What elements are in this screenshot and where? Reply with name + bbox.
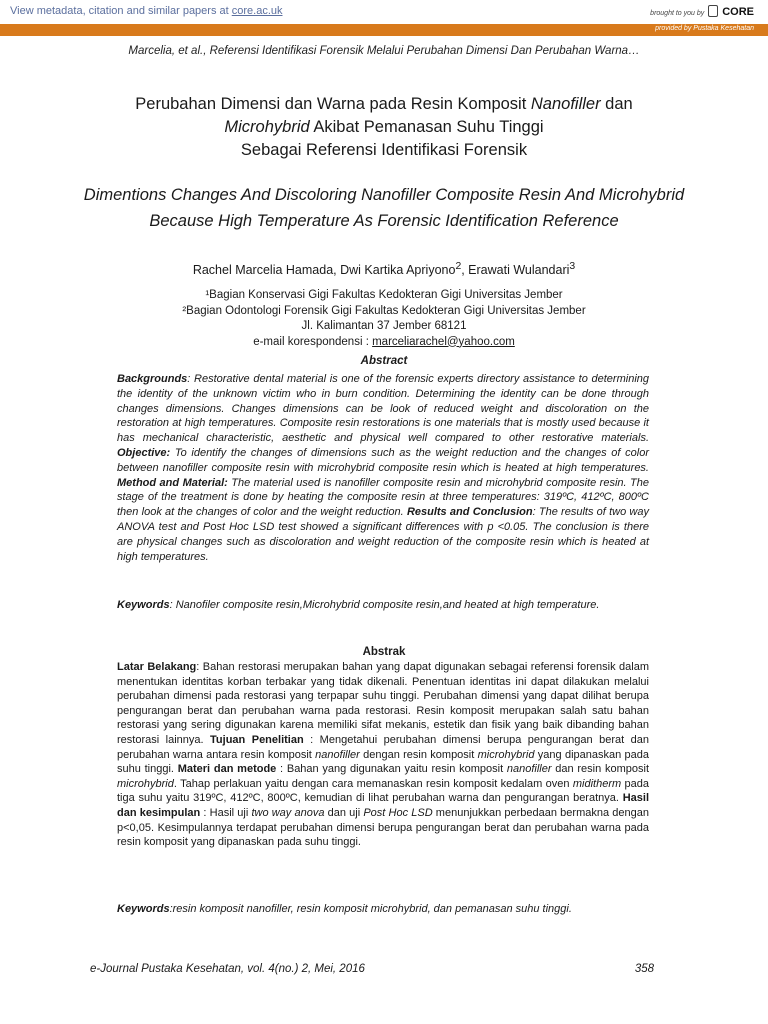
abstrak-materi-text-2: dan resin komposit — [551, 763, 649, 776]
abstract-results-label: Results and Conclusion — [406, 506, 533, 519]
abstrak-materi-text-1: : Bahan yang digunakan yaitu resin komposit — [276, 763, 507, 776]
brought-text: brought to you by — [650, 10, 705, 17]
core-link[interactable]: core.ac.uk — [231, 5, 283, 17]
title-english: Dimentions Changes And Discoloring Nanofiller Composite Resin And Microhybrid Because High Temperature As Forensic Identification Reference — [83, 186, 685, 230]
abstrak-heading: Abstrak — [362, 646, 406, 658]
abstrak-oven: miditherm — [572, 777, 622, 790]
abstract-method-text: The material used is nanofiller composite resin and microhybrid composite resin. The stage of the treatment is done by heating the composite resin at three temperatures: 319ºC, 412ºC, 800ºC then look at the changes of color and the weight reduction. — [117, 476, 649, 519]
abstrak-body — [117, 660, 649, 850]
keywords-english — [117, 598, 649, 613]
title-id-part2: dan — [600, 95, 633, 113]
core-logo-icon — [708, 5, 718, 17]
keywords-en-label: Keywords — [117, 599, 170, 611]
author-names-2: , Erawati Wulandari — [461, 263, 570, 278]
abstract-method-label: Method and Material: — [117, 476, 228, 489]
provider-bar — [0, 24, 768, 36]
provided-text[interactable]: provided by Pustaka Kesehatan — [655, 25, 754, 32]
email-prefix: e-mail korespondensi : — [253, 335, 373, 348]
core-brand[interactable] — [650, 5, 754, 18]
abstrak-nanofiller-1: nanofiller — [315, 748, 360, 761]
keywords-en-text: : Nanofiler composite resin,Microhybrid composite resin,and heated at high temperature. — [169, 599, 600, 611]
title-indonesian — [40, 93, 728, 162]
abstrak-anova: two way anova — [251, 806, 325, 819]
title-id-nanofiller: Nanofiller — [530, 95, 601, 113]
abstrak-hasil-text-3: menunjukkan perbedaan bermakna dengan p<0,05. Kesimpulannya terdapat perubahan dimensi berupa pengurangan berat dan perubahan warna pada resin komposit yang dipanaskan pada suhu tinggi. — [117, 806, 649, 849]
abstract-background-label: Backgrounds — [117, 373, 188, 385]
abstrak-lsd: Post Hoc LSD — [363, 806, 433, 819]
abstrak-materi-text-3: . Tahap perlakuan yaitu dengan cara memanaskan resin komposit kedalam oven — [173, 777, 573, 790]
title-id-part4: Sebagai Referensi Identifikasi Forensik — [240, 141, 528, 159]
author-sup-2: 2 — [455, 261, 462, 272]
title-id-part3: Akibat Pemanasan Suhu Tinggi — [309, 118, 544, 136]
footer-page-number: 358 — [634, 963, 654, 975]
abstrak-nanofiller-2: nanofiller — [506, 763, 552, 776]
abstrak-hasil-text-2: dan uji — [324, 806, 364, 819]
affiliation-2: ²Bagian Odontologi Forensik Gigi Fakultas Kedokteran Gigi Universitas Jember — [182, 304, 586, 317]
affiliation-email — [0, 335, 768, 351]
email-link[interactable]: marceliarachel@yahoo.com — [372, 335, 515, 348]
keywords-id-text: :resin komposit nanofiller, resin komposit microhybrid, dan pemanasan suhu tinggi. — [169, 903, 572, 915]
abstrak-microhybrid-1: microhybrid — [477, 748, 535, 761]
core-metadata-text: View metadata, citation and similar papers at — [10, 5, 232, 17]
abstrak-microhybrid-2: microhybrid — [117, 777, 174, 790]
core-logo-text: CORE — [722, 6, 754, 18]
abstrak-tujuan-text-1: : Mengetahui perubahan dimensi berupa pengurangan berat dan perubahan warna antara resin komposit — [117, 733, 649, 761]
abstract-background-text: : Restorative dental material is one of the forensic experts directory assistance to determining the identity of the unknown victim who in burn condition. Determining the identity can be done through changes dimensions. Changes dimensions can be look of reduced weight and discoloration on the restoration at high temperatures. Composite resin restorations is one materials that is mostly used because it has mechanical characteristic, aesthetic and physical well compared to other restorative materials. — [117, 373, 649, 445]
footer-journal: e-Journal Pustaka Kesehatan, vol. 4(no.) 2, Mei, 2016 — [90, 963, 365, 975]
title-id-part1: Perubahan Dimensi dan Warna pada Resin Komposit — [135, 95, 531, 113]
keywords-id-label: Keywords — [117, 903, 170, 915]
authors — [0, 261, 768, 277]
author-names-1: Rachel Marcelia Hamada, Dwi Kartika Apriyono — [192, 263, 456, 278]
core-metadata-link[interactable] — [10, 5, 283, 17]
abstrak-tujuan-text-3: yang dipanaskan pada suhu tinggi. — [117, 748, 650, 776]
abstrak-hasil-label: Hasil dan kesimpulan — [117, 792, 649, 819]
keywords-indonesian — [117, 903, 649, 915]
abstract-objective-label: Objective: — [117, 446, 171, 459]
abstrak-tujuan-text-2: dengan resin komposit — [359, 748, 478, 761]
title-id-microhybrid: Microhybrid — [224, 118, 310, 136]
abstrak-latar-label: Latar Belakang — [117, 661, 197, 673]
affiliations — [0, 288, 768, 350]
affiliation-1: ¹Bagian Konservasi Gigi Fakultas Kedokteran Gigi Universitas Jember — [205, 289, 563, 301]
abstract-results-text: : The results of two way ANOVA test and Post Hoc LSD test showed a significant differences with p <0.05. The conclusion is there are physical changes such as discoloration and weight reduction of the composite resin which is heated at high temperatures. — [117, 506, 649, 563]
abstrak-hasil-text-1: : Hasil uji — [200, 806, 252, 819]
core-banner — [0, 0, 768, 24]
abstrak-tujuan-label: Tujuan Penelitian — [210, 733, 304, 746]
abstrak-latar-text: : Bahan restorasi merupakan bahan yang dapat digunakan sebagai referensi forensik dalam menentukan identitas korban terbakar yang tidak dikenali. Penentuan identitas ini dapat dilakukan melalui perubahan dimensi pada restorasi yang terpapar suhu tinggi. Perubahan dimensi yang dapat dilihat berupa pengurangan berat dan perubahan warna pada restorasi. Resin komposit merupakan salah satu bahan restorasi yang sering digunakan karena memiliki sifat mekanis, estetik dan fisik yang baik dibanding bahan restorasi lainnya. — [117, 661, 649, 746]
affiliation-address: Jl. Kalimantan 37 Jember 68121 — [301, 320, 467, 332]
author-sup-3: 3 — [569, 261, 576, 272]
abstrak-materi-text-4: pada tiga suhu yaitu 319ºC, 412ºC, 800ºC, kemudian di lihat perubahan warna dan pengurangan beratnya. — [117, 777, 650, 805]
abstract-heading: Abstract — [360, 355, 408, 367]
abstract-objective-text: To identify the changes of dimensions such as the weight reduction and the changes of color between nanofiller composite resin with microhybrid composite resin which is heated at high temperatures. — [117, 446, 649, 474]
running-header: Marcelia, et al., Referensi Identifikasi Forensik Melalui Perubahan Dimensi Dan Perubahan Warna… — [128, 45, 640, 57]
abstract-body — [117, 372, 649, 564]
abstrak-materi-label: Materi dan metode — [177, 763, 277, 776]
